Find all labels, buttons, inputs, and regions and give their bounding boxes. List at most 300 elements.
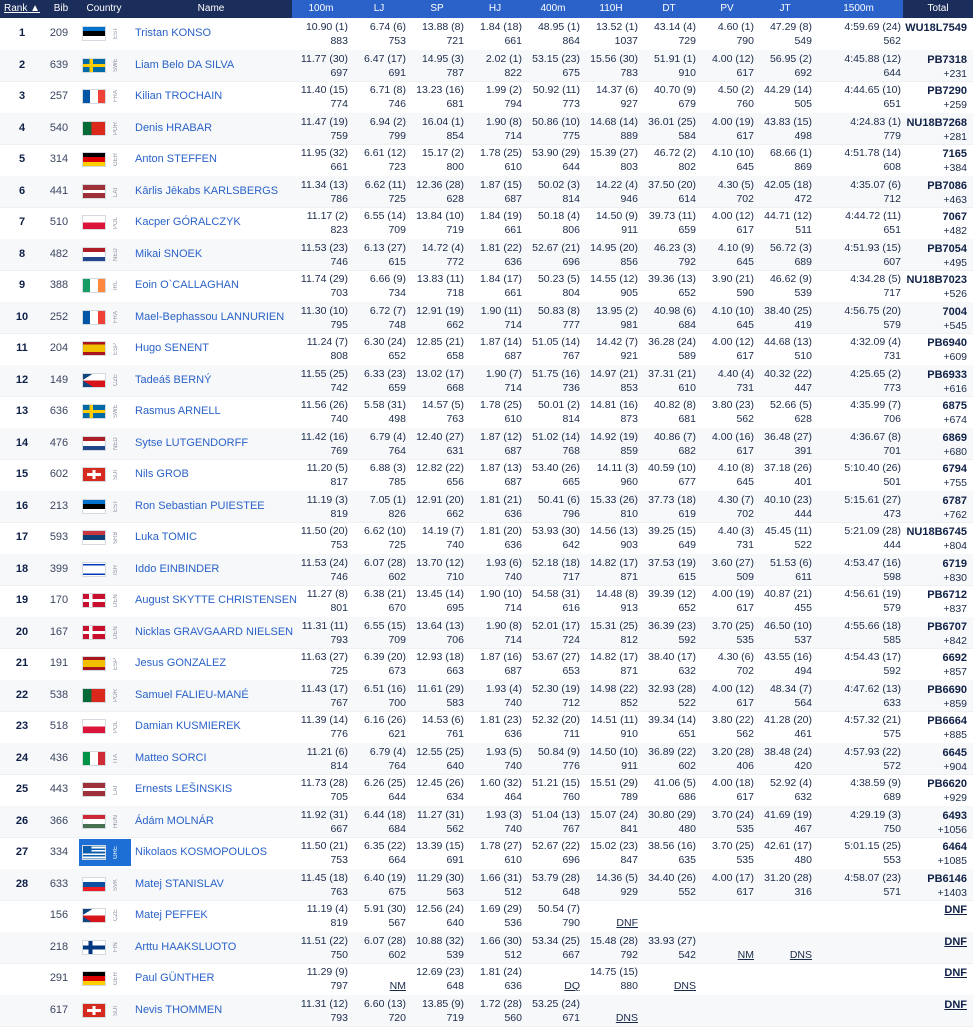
- points-value: 636: [504, 980, 522, 992]
- event-cell-dt: [640, 711, 698, 742]
- performance-value: 14.19 (7): [422, 525, 464, 537]
- points-value: 709: [388, 634, 406, 646]
- total-score: PB6146: [927, 873, 967, 885]
- total-cell: [903, 333, 969, 364]
- athlete-name-link[interactable]: Ernests LEŠINSKIS: [135, 774, 305, 805]
- performance-value: 52.67 (22): [532, 840, 580, 852]
- event-cell-lj: [350, 806, 408, 837]
- bib-cell: 617: [44, 995, 74, 1026]
- performance-value: 37.31 (21): [648, 368, 696, 380]
- performance-value: 53.15 (23): [532, 53, 580, 65]
- performance-value: 4:57.93 (22): [844, 746, 901, 758]
- event-header-110h: 110H: [582, 0, 640, 18]
- points-value: 1037: [615, 35, 638, 47]
- table-row[interactable]: [0, 239, 973, 272]
- performance-value: 12.36 (28): [416, 179, 464, 191]
- total-score: PB6940: [927, 337, 967, 349]
- table-row[interactable]: [0, 995, 973, 1027]
- event-cell-dt: [640, 176, 698, 207]
- performance-value: 4.10 (10): [712, 305, 754, 317]
- event-cell-pv: [698, 176, 756, 207]
- country-code: GRE: [110, 837, 122, 868]
- event-cell-400m: [524, 81, 582, 112]
- event-cell-110h: [582, 50, 640, 81]
- table-row[interactable]: [0, 81, 973, 114]
- event-cell-jt: [756, 522, 814, 553]
- performance-value: 13.85 (9): [422, 998, 464, 1010]
- performance-value: 4.00 (12): [712, 336, 754, 348]
- points-value: 913: [620, 602, 638, 614]
- event-cell-sp: [408, 711, 466, 742]
- table-row[interactable]: [0, 774, 973, 807]
- points-value: 644: [883, 67, 901, 79]
- points-value: 804: [562, 287, 580, 299]
- event-cell-110h: [582, 176, 640, 207]
- event-cell-dt: [640, 585, 698, 616]
- table-row[interactable]: [0, 680, 973, 713]
- event-cell-pv: [698, 837, 756, 868]
- table-row[interactable]: [0, 333, 973, 366]
- points-value: 617: [736, 602, 754, 614]
- event-cell-pv: [698, 207, 756, 238]
- event-cell-400m: [524, 428, 582, 459]
- points-value: 632: [794, 791, 812, 803]
- performance-value: 10.88 (32): [416, 935, 464, 947]
- bib-cell: 291: [44, 963, 74, 994]
- event-cell-jt: [756, 396, 814, 427]
- event-cell-1500m: [814, 50, 903, 81]
- performance-value: 1.99 (2): [486, 84, 522, 96]
- total-cell: [903, 428, 969, 459]
- points-value: 684: [678, 319, 696, 331]
- table-row[interactable]: [0, 176, 973, 209]
- table-row[interactable]: [0, 963, 973, 996]
- total-score: PB7086: [927, 180, 967, 192]
- points-value: NM: [738, 949, 754, 961]
- event-cell-hj: [466, 743, 524, 774]
- rank-cell: 6: [6, 176, 38, 207]
- performance-value: 15.48 (28): [590, 935, 638, 947]
- event-cell-lj: [350, 428, 408, 459]
- event-cell-pv: [698, 680, 756, 711]
- athlete-name-link[interactable]: Damian KUSMIEREK: [135, 711, 305, 742]
- event-cell-sp: [408, 774, 466, 805]
- performance-value: 36.89 (22): [648, 746, 696, 758]
- performance-value: 4:32.09 (4): [850, 336, 901, 348]
- performance-value: 39.36 (13): [648, 273, 696, 285]
- event-cell-jt: [756, 711, 814, 742]
- points-value: 720: [388, 1012, 406, 1024]
- points-value: 910: [678, 67, 696, 79]
- event-cell-dt: [640, 396, 698, 427]
- performance-value: 4:34.28 (5): [850, 273, 901, 285]
- points-value: 826: [388, 508, 406, 520]
- points-value: 661: [504, 224, 522, 236]
- performance-value: 11.50 (21): [301, 840, 348, 852]
- event-cell-100m: [292, 617, 350, 648]
- total-cell: [903, 459, 969, 490]
- event-cell-lj: [350, 113, 408, 144]
- event-cell-lj: [350, 837, 408, 868]
- table-row[interactable]: [0, 50, 973, 83]
- points-value: 729: [678, 35, 696, 47]
- country-code: LAT: [110, 176, 122, 207]
- athlete-name-link[interactable]: Paul GÜNTHER: [135, 963, 305, 994]
- bib-cell: 334: [44, 837, 74, 868]
- points-value: 661: [504, 287, 522, 299]
- athlete-name-link[interactable]: Mael-Bephassou LANNURIEN: [135, 302, 305, 333]
- performance-value: 40.98 (6): [654, 305, 696, 317]
- event-cell-pv: [698, 869, 756, 900]
- athlete-name-link[interactable]: Matej STANISLAV: [135, 869, 305, 900]
- points-value: 472: [794, 193, 812, 205]
- performance-value: 6.62 (11): [365, 179, 406, 191]
- total-cell: [903, 648, 969, 679]
- athlete-name-link[interactable]: Iddo EINBINDER: [135, 554, 305, 585]
- event-cell-hj: [466, 239, 524, 270]
- performance-value: 11.61 (29): [417, 683, 464, 695]
- points-value: 562: [736, 728, 754, 740]
- event-cell-dt: [640, 900, 698, 931]
- points-value: 714: [504, 382, 522, 394]
- event-cell-lj: [350, 333, 408, 364]
- athlete-name-link[interactable]: Luka TOMIC: [135, 522, 305, 553]
- country-code: POR: [110, 113, 122, 144]
- points-value: 583: [446, 697, 464, 709]
- points-value: 910: [620, 728, 638, 740]
- event-cell-110h: [582, 18, 640, 49]
- event-cell-pv: [698, 333, 756, 364]
- points-value: 670: [388, 602, 406, 614]
- event-cell-dt: [640, 207, 698, 238]
- performance-value: 15.39 (27): [590, 147, 638, 159]
- points-value: 636: [504, 728, 522, 740]
- event-cell-pv: [698, 585, 756, 616]
- event-cell-jt: [756, 333, 814, 364]
- points-value: 562: [736, 413, 754, 425]
- performance-value: 15.51 (29): [590, 777, 638, 789]
- total-score: PB6712: [927, 589, 967, 601]
- event-cell-hj: [466, 554, 524, 585]
- points-value: 789: [620, 791, 638, 803]
- performance-value: 31.20 (28): [764, 872, 812, 884]
- points-value: 562: [883, 35, 901, 47]
- athlete-name-link[interactable]: Eoin O`CALLAGHAN: [135, 270, 305, 301]
- event-cell-jt: [756, 900, 814, 931]
- total-score: 6692: [943, 652, 967, 664]
- athlete-name-link[interactable]: Arttu HAAKSLUOTO: [135, 932, 305, 963]
- table-row[interactable]: [0, 207, 973, 240]
- event-cell-dt: [640, 428, 698, 459]
- event-cell-lj: [350, 176, 408, 207]
- event-cell-hj: [466, 869, 524, 900]
- event-cell-jt: [756, 18, 814, 49]
- event-cell-400m: [524, 837, 582, 868]
- points-value: 960: [620, 476, 638, 488]
- performance-value: 44.71 (12): [764, 210, 812, 222]
- performance-value: 14.95 (20): [590, 242, 638, 254]
- event-cell-1500m: [814, 995, 903, 1026]
- table-row[interactable]: [0, 522, 973, 555]
- performance-value: 6.33 (23): [364, 368, 406, 380]
- bib-cell: 476: [44, 428, 74, 459]
- performance-value: 53.93 (30): [532, 525, 580, 537]
- country-flag-icon: [82, 215, 106, 230]
- total-cell: [903, 396, 969, 427]
- performance-value: 6.35 (22): [364, 840, 406, 852]
- table-row[interactable]: [0, 365, 973, 398]
- event-cell-100m: [292, 491, 350, 522]
- table-row[interactable]: [0, 932, 973, 965]
- event-cell-400m: [524, 995, 582, 1026]
- athlete-name-link[interactable]: August SKYTTE CHRISTENSEN: [135, 585, 305, 616]
- event-cell-100m: [292, 554, 350, 585]
- event-cell-hj: [466, 396, 524, 427]
- rank-cell: 13: [6, 396, 38, 427]
- event-cell-lj: [350, 365, 408, 396]
- country-flag-icon: [82, 26, 106, 41]
- points-value: 464: [504, 791, 522, 803]
- performance-value: 14.95 (3): [422, 53, 464, 65]
- total-cell: [903, 113, 969, 144]
- performance-value: 15.33 (26): [590, 494, 638, 506]
- points-value: 748: [388, 319, 406, 331]
- table-row[interactable]: [0, 113, 973, 146]
- bib-cell: 149: [44, 365, 74, 396]
- performance-value: 11.63 (27): [301, 651, 348, 663]
- event-cell-pv: [698, 995, 756, 1026]
- country-code: CZE: [110, 900, 122, 931]
- points-value: 564: [794, 697, 812, 709]
- event-cell-100m: [292, 270, 350, 301]
- athlete-name-link[interactable]: Rasmus ARNELL: [135, 396, 305, 427]
- event-cell-sp: [408, 995, 466, 1026]
- performance-value: 14.11 (3): [597, 462, 638, 474]
- total-cell: [903, 302, 969, 333]
- points-value: 750: [883, 823, 901, 835]
- table-row[interactable]: [0, 837, 973, 870]
- points-value: 794: [504, 98, 522, 110]
- points-value: 810: [620, 508, 638, 520]
- event-cell-pv: [698, 50, 756, 81]
- total-difference: +545: [943, 320, 967, 332]
- table-row[interactable]: [0, 869, 973, 902]
- performance-value: 1.87 (15): [480, 179, 522, 191]
- athlete-name-link[interactable]: Kārlis Jēkabs KARLSBERGS: [135, 176, 305, 207]
- athlete-name-link[interactable]: Kacper GÓRALCZYK: [135, 207, 305, 238]
- table-row[interactable]: [0, 806, 973, 839]
- points-value: 822: [504, 67, 522, 79]
- performance-value: 6.60 (13): [364, 998, 406, 1010]
- total-cell: [903, 932, 969, 963]
- performance-value: 11.34 (13): [301, 179, 348, 191]
- points-value: 592: [883, 665, 901, 677]
- performance-value: 5.91 (30): [364, 903, 406, 915]
- event-cell-400m: [524, 270, 582, 301]
- table-row[interactable]: [0, 144, 973, 177]
- event-cell-lj: [350, 585, 408, 616]
- table-row[interactable]: [0, 743, 973, 776]
- athlete-name-link[interactable]: Ron Sebastian PUIESTEE: [135, 491, 305, 522]
- athlete-name-link[interactable]: Matej PEFFEK: [135, 900, 305, 931]
- performance-value: 11.43 (17): [301, 683, 348, 695]
- event-cell-dt: [640, 113, 698, 144]
- points-value: 702: [736, 665, 754, 677]
- points-value: DNF: [616, 917, 638, 929]
- performance-value: 15.31 (25): [590, 620, 638, 632]
- performance-value: 13.70 (12): [416, 557, 464, 569]
- table-row[interactable]: [0, 302, 973, 335]
- event-cell-dt: [640, 806, 698, 837]
- points-value: 746: [330, 571, 348, 583]
- points-value: 684: [388, 823, 406, 835]
- performance-value: 6.62 (10): [364, 525, 406, 537]
- bib-cell: 167: [44, 617, 74, 648]
- performance-value: 3.70 (25): [712, 620, 754, 632]
- country-flag-icon: [82, 751, 106, 766]
- points-value: 549: [794, 35, 812, 47]
- athlete-name-link[interactable]: Liam Belo DA SILVA: [135, 50, 305, 81]
- total-difference: +755: [943, 477, 967, 489]
- performance-value: 4:35.07 (6): [850, 179, 901, 191]
- performance-value: 14.42 (7): [596, 336, 638, 348]
- event-cell-pv: [698, 932, 756, 963]
- event-cell-lj: [350, 711, 408, 742]
- points-value: 455: [794, 602, 812, 614]
- table-row[interactable]: [0, 396, 973, 429]
- event-cell-pv: [698, 144, 756, 175]
- performance-value: 4.00 (17): [712, 872, 754, 884]
- points-value: 610: [504, 854, 522, 866]
- athlete-name-link[interactable]: Samuel FALIEU-MANÉ: [135, 680, 305, 711]
- points-value: 661: [504, 35, 522, 47]
- athlete-name-link[interactable]: Jesus GONZALEZ: [135, 648, 305, 679]
- event-cell-1500m: [814, 207, 903, 238]
- rank-cell: 27: [6, 837, 38, 868]
- points-value: 785: [388, 476, 406, 488]
- points-value: NM: [390, 980, 406, 992]
- country-flag-icon: [82, 782, 106, 797]
- event-cell-jt: [756, 491, 814, 522]
- points-value: 535: [736, 634, 754, 646]
- table-row[interactable]: [0, 585, 973, 618]
- table-row[interactable]: [0, 711, 973, 744]
- table-row[interactable]: [0, 18, 973, 51]
- event-cell-hj: [466, 491, 524, 522]
- event-cell-sp: [408, 617, 466, 648]
- table-row[interactable]: [0, 900, 973, 933]
- total-score: 6794: [943, 463, 967, 475]
- performance-value: 13.39 (15): [416, 840, 464, 852]
- table-row[interactable]: [0, 617, 973, 650]
- athlete-name-link[interactable]: Nils GROB: [135, 459, 305, 490]
- event-cell-110h: [582, 239, 640, 270]
- performance-value: 42.05 (18): [764, 179, 812, 191]
- total-score: 6645: [943, 747, 967, 759]
- event-cell-sp: [408, 176, 466, 207]
- event-cell-sp: [408, 365, 466, 396]
- athlete-name-link[interactable]: Nevis THOMMEN: [135, 995, 305, 1026]
- event-cell-lj: [350, 50, 408, 81]
- performance-value: 48.95 (1): [538, 21, 580, 33]
- points-value: 539: [794, 287, 812, 299]
- performance-value: 48.34 (7): [770, 683, 812, 695]
- performance-value: 1.78 (25): [480, 399, 522, 411]
- points-value: 651: [883, 224, 901, 236]
- country-code: CZE: [110, 365, 122, 396]
- athlete-name-link[interactable]: Anton STEFFEN: [135, 144, 305, 175]
- athlete-name-link[interactable]: Mikai SNOEK: [135, 239, 305, 270]
- athlete-name-link[interactable]: Kilian TROCHAIN: [135, 81, 305, 112]
- table-row[interactable]: [0, 428, 973, 461]
- event-cell-sp: [408, 81, 466, 112]
- event-cell-sp: [408, 806, 466, 837]
- points-value: 512: [504, 886, 522, 898]
- table-row[interactable]: [0, 270, 973, 303]
- total-cell: [903, 617, 969, 648]
- total-cell: [903, 963, 969, 994]
- event-cell-100m: [292, 459, 350, 490]
- table-row[interactable]: [0, 491, 973, 524]
- points-value: 509: [736, 571, 754, 583]
- event-cell-jt: [756, 774, 814, 805]
- table-row[interactable]: [0, 459, 973, 492]
- event-cell-110h: [582, 680, 640, 711]
- event-cell-400m: [524, 680, 582, 711]
- athlete-name-link[interactable]: Hugo SENENT: [135, 333, 305, 364]
- event-cell-dt: [640, 995, 698, 1026]
- country-code: NED: [110, 239, 122, 270]
- athlete-name-link[interactable]: Nikolaos KOSMOPOULOS: [135, 837, 305, 868]
- event-cell-400m: [524, 617, 582, 648]
- rank-sort-header[interactable]: Rank ▲: [0, 0, 44, 18]
- event-cell-lj: [350, 648, 408, 679]
- points-value: 823: [330, 224, 348, 236]
- table-row[interactable]: [0, 554, 973, 587]
- total-difference: +830: [943, 572, 967, 584]
- points-value: 539: [446, 949, 464, 961]
- athlete-name-link[interactable]: Nicklas GRAVGAARD NIELSEN: [135, 617, 305, 648]
- event-cell-lj: [350, 774, 408, 805]
- athlete-name-link[interactable]: Tristan KONSO: [135, 18, 305, 49]
- performance-value: 4.10 (10): [712, 147, 754, 159]
- event-cell-pv: [698, 900, 756, 931]
- total-difference: +674: [943, 414, 967, 426]
- performance-value: 1.90 (7): [486, 368, 522, 380]
- table-row[interactable]: [0, 648, 973, 681]
- points-value: 812: [620, 634, 638, 646]
- athlete-name-link[interactable]: Matteo SORCI: [135, 743, 305, 774]
- athlete-name-link[interactable]: Denis HRABAR: [135, 113, 305, 144]
- bib-cell: 518: [44, 711, 74, 742]
- points-value: 571: [883, 886, 901, 898]
- total-cell: [903, 144, 969, 175]
- points-value: 681: [446, 98, 464, 110]
- event-cell-1500m: [814, 302, 903, 333]
- event-cell-1500m: [814, 963, 903, 994]
- event-cell-100m: [292, 837, 350, 868]
- athlete-name-link[interactable]: Tadeáš BERNÝ: [135, 365, 305, 396]
- performance-value: 3.90 (21): [712, 273, 754, 285]
- performance-value: 11.29 (9): [307, 966, 348, 978]
- points-value: 800: [446, 161, 464, 173]
- total-cell: [903, 995, 969, 1026]
- country-code: SWE: [110, 396, 122, 427]
- athlete-name-link[interactable]: Ádám MOLNÁR: [135, 806, 305, 837]
- athlete-name-link[interactable]: Sytse LUTGENDORFF: [135, 428, 305, 459]
- performance-value: 4:53.47 (16): [844, 557, 901, 569]
- points-value: 652: [678, 287, 696, 299]
